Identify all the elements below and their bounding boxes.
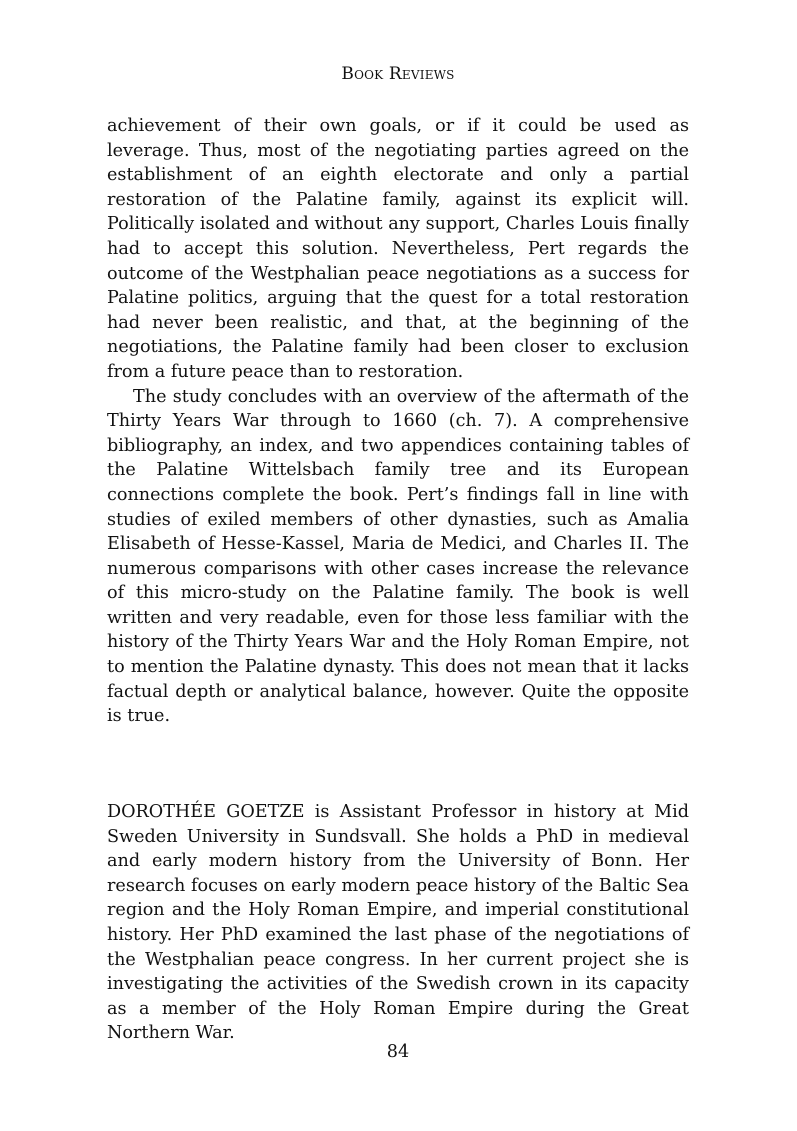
- book-page: [107, 0, 689, 1131]
- author-bio: [107, 800, 689, 1046]
- author-bio-text: DOROTHÉE GOETZE is Assistant Professor in history at Mid Sweden University in Sundsvall. She holds a PhD in medieval and early modern history from the University of Bonn. Her research focuses on early modern peace history of the Baltic Sea region and the Holy Roman Empire, and imperial constitutional history. Her PhD examined the last phase of the negotiations of the Westphalian peace congress. In her current project she is investigating the activities of the Swedish crown in its capacity as a member of the Holy Roman Empire during the Great Northern War.: [107, 802, 689, 1044]
- review-body: [107, 114, 689, 729]
- review-paragraph-continued: achievement of their own goals, or if it could be used as leverage. Thus, most of the negotiating parties agreed on the establishment of an eighth electorate and only a partial restoration of the Palatine family, against its explicit will. Politically isolated and without any support, Charles Louis finally had to accept this solution. Nevertheless, Pert regards the outcome of the Westphalian peace negotiations as a success for Palatine politics, arguing that the quest for a total restoration had never been realistic, and that, at the beginning of the negotiations, the Palatine family had been closer to exclusion from a future peace than to restoration.: [107, 116, 689, 382]
- page-number: 84: [386, 1042, 410, 1062]
- review-paragraph: The study concludes with an overview of the aftermath of the Thirty Years War through to 1660 (ch. 7). A comprehensive bibliography, an index, and two appendices containing tables of the Palatine Wittelsbach family tree and its European connections complete the book. Pert’s findings fall in line with studies of exiled members of other dynasties, such as Amalia Elisabeth of Hesse-Kassel, Maria de Medici, and Charles II. The numerous comparisons with other cases increase the relevance of this micro-study on the Palatine family. The book is well written and very readable, even for those less familiar with the history of the Thirty Years War and the Holy Roman Empire, not to mention the Palatine dynasty. This does not mean that it lacks factual depth or analytical balance, however. Quite the opposite is true.: [107, 386, 689, 727]
- running-head: Book Reviews: [341, 64, 455, 84]
